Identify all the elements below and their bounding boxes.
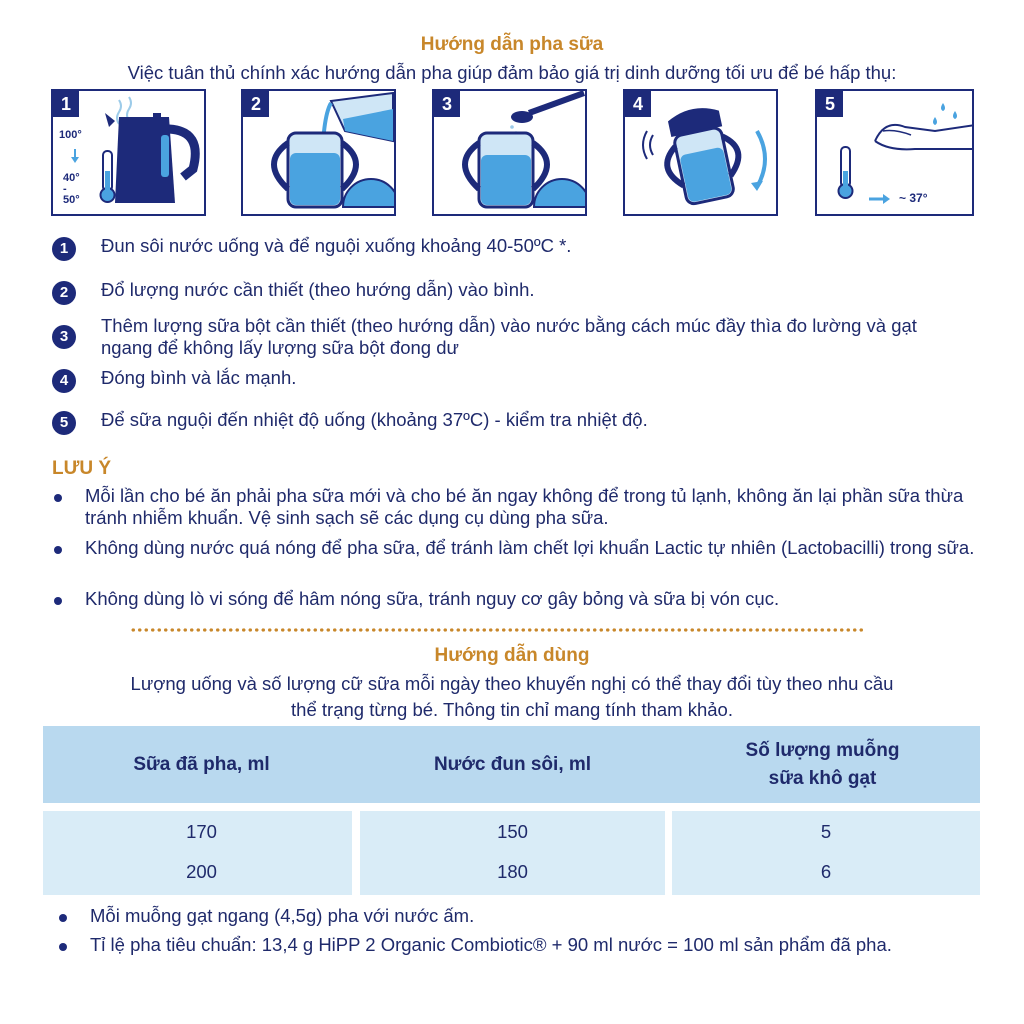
table-cell: 170 xyxy=(186,821,217,842)
panel-number: 4 xyxy=(625,91,651,117)
usage-title: Hướng dẫn dùng xyxy=(434,645,590,666)
col-header-boiled-water: Nước đun sôi, ml xyxy=(433,753,592,775)
step-number-badge: 4 xyxy=(52,369,76,393)
step-number-badge: 5 xyxy=(52,411,76,435)
usage-intro-line2: thể trạng từng bé. Thông tin chỉ mang tính tham khảo. xyxy=(291,699,733,720)
bullet-dot xyxy=(54,546,62,554)
step-text: Đun sôi nước uống và để nguội xuống khoảng 40-50ºC *. xyxy=(101,235,572,256)
table-cell: 6 xyxy=(820,861,832,882)
panel-number: 2 xyxy=(243,91,269,117)
temp-label-40: 40° xyxy=(63,172,80,184)
notes-title: LƯU Ý xyxy=(52,458,112,479)
col-header-scoops-line1: Số lượng muỗng xyxy=(745,739,900,761)
prep-intro: Việc tuân thủ chính xác hướng dẫn pha giúp đảm bảo giá trị dinh dưỡng tối ưu để bé hấp thụ: xyxy=(127,62,897,83)
step-text: Đổ lượng nước cần thiết (theo hướng dẫn) vào bình. xyxy=(101,279,535,300)
panel-number: 3 xyxy=(434,91,460,117)
step-text: Đóng bình và lắc mạnh. xyxy=(101,367,297,388)
table-cell: 5 xyxy=(820,821,832,842)
step-panel-2 xyxy=(241,89,396,216)
bullet-dot xyxy=(54,597,62,605)
note-text: Không dùng lò vi sóng để hâm nóng sữa, tránh nguy cơ gây bỏng và sữa bị vón cục. xyxy=(85,588,780,609)
prep-title: Hướng dẫn pha sữa xyxy=(420,34,604,55)
step-number-badge: 3 xyxy=(52,325,76,349)
step-number-badge: 1 xyxy=(52,237,76,261)
note-text: Mỗi lần cho bé ăn phải pha sữa mới và cho bé ăn ngay không để trong tủ lạnh, không ăn lại phần sữa thừa tránh nhiễm khuẩn. Vệ sinh sạch sẽ các dụng cụ dùng pha sữa. xyxy=(85,485,964,528)
usage-intro-line1: Lượng uống và số lượng cữ sữa mỗi ngày theo khuyến nghị có thể thay đổi tùy theo nhu cầu xyxy=(130,673,894,694)
table-cell: 200 xyxy=(186,861,217,882)
col-header-scoops xyxy=(665,726,980,803)
step-number-badge: 2 xyxy=(52,281,76,305)
step-text: Để sữa nguội đến nhiệt độ uống (khoảng 37ºC) - kiểm tra nhiệt độ. xyxy=(101,409,648,430)
temp-label-50: 50° xyxy=(63,194,80,206)
footnote-text: Tỉ lệ pha tiêu chuẩn: 13,4 g HiPP 2 Organic Combiotic® + 90 ml nước = 100 ml sản phẩm đã pha. xyxy=(90,934,892,955)
note-text: Không dùng nước quá nóng để pha sữa, để tránh làm chết lợi khuẩn Lactic tự nhiên (Lactobacilli) trong sữa. xyxy=(85,537,975,558)
table-cell: 180 xyxy=(497,861,528,882)
bullet-dot xyxy=(59,943,67,951)
temp-label-37: ~ 37° xyxy=(899,191,928,205)
temp-label-100: 100° xyxy=(59,129,82,141)
bullet-dot xyxy=(59,914,67,922)
dotted-divider xyxy=(130,627,865,633)
step-panel-3 xyxy=(432,89,587,216)
col-header-prepared-milk: Sữa đã pha, ml xyxy=(133,753,270,775)
col-header-scoops-line2: sữa khô gạt xyxy=(768,767,877,789)
step-text: Thêm lượng sữa bột cần thiết (theo hướng dẫn) vào nước bằng cách múc đầy thìa đo lường và gạt ngang để không lấy lượng sữa bột đong dư xyxy=(101,315,917,358)
step-panel-1 xyxy=(51,89,206,216)
step-panel-5 xyxy=(815,89,974,216)
footnote-text: Mỗi muỗng gạt ngang (4,5g) pha với nước ấm. xyxy=(90,905,475,926)
bullet-dot xyxy=(54,494,62,502)
step-panel-4 xyxy=(623,89,778,216)
panel-number: 5 xyxy=(817,91,843,117)
panel-number: 1 xyxy=(53,91,79,117)
temp-label-dash: - xyxy=(63,183,67,195)
table-cell: 150 xyxy=(497,821,528,842)
